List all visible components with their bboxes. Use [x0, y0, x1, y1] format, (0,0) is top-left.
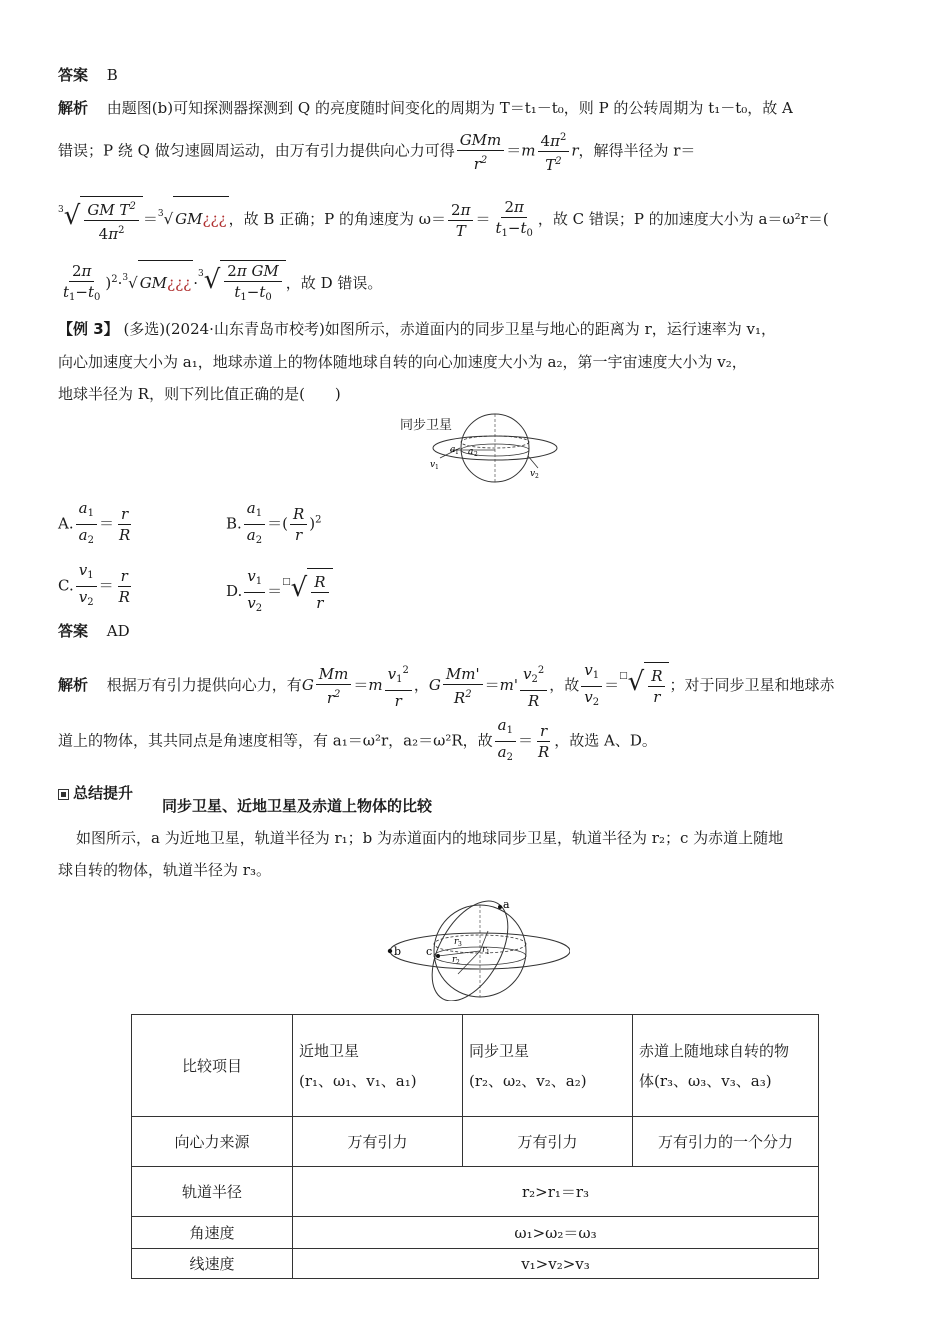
table-row: [132, 1015, 819, 1117]
svg-text:v: v: [430, 460, 436, 470]
analysis-text: ，故 D 错误。: [285, 274, 383, 292]
summary-header: [58, 782, 133, 803]
table-row: [132, 1167, 819, 1217]
summary-title: 同步卫星、近地卫星及赤道上物体的比较: [162, 797, 433, 815]
analysis-label: 解析: [58, 676, 89, 694]
formula-gmt2-4pi2: $\frac{GM T^2}{4\pi^2}$: [84, 197, 139, 244]
table-header-cell: 赤道上随地球自转的物 体(r₃、ω₃、v₃、a₃): [633, 1015, 819, 1117]
option-d-label: D.: [226, 582, 243, 600]
table-cell: 轨道半径: [132, 1167, 293, 1217]
analysis-text: ，故 B 正确；P 的角速度为 ω＝: [228, 210, 447, 228]
analysis-line-2: 错误；P 绕 Q 做匀速圆周运动，由万有引力提供向心力可得 $\frac{\text{GMm}}{r^2}$ ＝m $\frac{4\pi^2}{T^2}$ r，解得半径为 r＝: [58, 128, 695, 175]
figure-three-orbits: [380, 886, 570, 1001]
table-cell: r₂>r₁＝r₃: [293, 1167, 819, 1217]
table-cell: 万有引力: [463, 1117, 633, 1167]
analysis-line-3: $^3$√ $\frac{GM T^2}{4\pi^2}$ ＝$^3$√ GM¿¿¿ ，故 B 正确；P 的角速度为 ω＝ $\frac{2\pi}{T}$ ＝ $\frac{2\pi}{t_1-t_0}$ ，故 C 错误；P 的加速度大小为 a＝ω²r＝(: [58, 197, 829, 243]
table-header-cell: 比较项目: [132, 1015, 293, 1117]
option-a: A. $\frac{a_1}{a_2}$ ＝ $\frac{r}{R}$: [58, 499, 131, 546]
example-line-2: 向心加速度大小为 a₁，地球赤道上的物体随地球自转的向心加速度大小为 a₂，第一宇宙速度大小为 v₂，: [58, 353, 747, 371]
analysis-text: 道上的物体，其共同点是角速度相等，有 a₁＝ω²r，a₂＝ω²R，故: [58, 731, 493, 750]
option-d: D. $\frac{v_1}{v_2}$ ＝□√ $\frac{R}{r}$: [226, 560, 333, 619]
answer-label: 答案: [58, 622, 89, 640]
option-b-label: B.: [226, 514, 242, 533]
svg-text:r: r: [482, 945, 487, 955]
option-c: C. $\frac{v_1}{v_2}$ ＝ $\frac{r}{R}$: [58, 561, 130, 608]
table-row: [132, 1217, 819, 1249]
analysis-line-1: [58, 97, 793, 118]
analysis-text: ，解得半径为 r＝: [578, 141, 696, 160]
svg-text:1: 1: [486, 949, 490, 956]
example-text: (多选)(2024·山东青岛市校考)如图所示，赤道面内的同步卫星与地心的距离为 r，运行速率为 v₁，: [123, 320, 777, 338]
example-line-3: 地球半径为 R，则下列比值正确的是( ): [58, 385, 341, 403]
svg-text:2: 2: [456, 959, 460, 966]
formula-gmm-r2: $\frac{\text{GMm}}{r^2}$: [457, 130, 505, 174]
analysis-text: 根据万有引力提供向心力，有: [106, 676, 302, 694]
garbled-text: ¿¿¿: [167, 274, 192, 292]
formula-4pi2-t2: $\frac{4\pi^2}{T^2}$: [538, 128, 570, 175]
table-row: [132, 1117, 819, 1167]
analysis2-line-1: 解析 根据万有引力提供向心力，有G $\frac{Mm}{r^2}$ ＝m $\frac{v_1^2}{r}$ ，G $\frac{Mm'}{R^2}$ ＝m' $\frac{v_2^2}{R}$ ，故 $\frac{v_1}{v_2}$ ＝□√ $\frac{R}{r}$ ；对于同步卫星和地球赤: [58, 660, 835, 710]
table-header-cell: 近地卫星 (r₁、ω₁、v₁、a₁): [293, 1015, 463, 1117]
analysis-label: 解析: [58, 99, 89, 117]
table-header-cell: 同步卫星 (r₂、ω₂、v₂、a₂): [463, 1015, 633, 1117]
svg-text:a: a: [450, 445, 456, 455]
answer-label: 答案: [58, 66, 89, 84]
answer-line-1: [58, 64, 118, 85]
analysis-line-4: $\frac{2\pi}{t_1-t_0}$ )$^2$·$^3$√ GM¿¿¿ ·$^3$√ $\frac{\text{2π GM}}{t_1-t_0}$ ，故 D 错误。: [58, 252, 382, 308]
summary-label: 总结提升: [73, 784, 134, 802]
svg-text:v: v: [530, 469, 536, 479]
option-b: B. $\frac{a_1}{a_2}$ ＝( $\frac{R}{r}$ )$^2$: [226, 499, 322, 546]
svg-text:2: 2: [535, 473, 539, 480]
svg-text:1: 1: [455, 449, 459, 456]
svg-text:b: b: [394, 945, 402, 958]
figure-svg-2: [380, 886, 570, 1001]
analysis-text: ，故选 A、D。: [554, 731, 657, 750]
svg-text:a: a: [468, 447, 474, 457]
answer-value: AD: [106, 622, 130, 640]
svg-text:1: 1: [435, 464, 439, 471]
svg-text:r: r: [454, 937, 459, 947]
table-cell: 角速度: [132, 1217, 293, 1249]
svg-text:2: 2: [474, 451, 478, 458]
svg-text:c: c: [426, 945, 433, 958]
formula-2pi-t: $\frac{2\pi}{T}$: [448, 200, 473, 241]
table-cell: 万有引力: [293, 1117, 463, 1167]
analysis-text: ，故 C 错误；P 的加速度大小为 a＝ω²r＝(: [537, 210, 829, 228]
summary-para-2: 球自转的物体，轨道半径为 r₃。: [58, 861, 271, 879]
figure-sync-satellite: [400, 410, 570, 485]
example-label: 【例 3】: [58, 320, 119, 338]
answer-line-2: [58, 620, 130, 641]
example-line-1: [58, 318, 776, 339]
table-cell: v₁>v₂>v₃: [293, 1249, 819, 1279]
formula-2pi-t1-t0: $\frac{2\pi}{t_1-t_0}$: [63, 261, 101, 303]
summary-box-icon: [58, 789, 69, 800]
option-c-label: C.: [58, 576, 74, 595]
table-cell: 万有引力的一个分力: [633, 1117, 819, 1167]
table-cell: 线速度: [132, 1249, 293, 1279]
comparison-table: [131, 1014, 819, 1279]
analysis-text: 错误；P 绕 Q 做匀速圆周运动，由万有引力提供向心力可得: [58, 141, 455, 160]
figure-label: 同步卫星: [400, 418, 453, 433]
analysis-text: ；对于同步卫星和地球赤: [669, 676, 835, 694]
analysis2-line-2: 道上的物体，其共同点是角速度相等，有 a₁＝ω²r，a₂＝ω²R，故 $\frac{a_1}{a_2}$ ＝ $\frac{r}{R}$ ，故选 A、D。: [58, 716, 657, 763]
svg-text:3: 3: [458, 941, 462, 948]
table-cell: 向心力来源: [132, 1117, 293, 1167]
formula-2pi-t1-t0: $\frac{2\pi}{t_1-t_0}$: [495, 197, 533, 239]
table-cell: ω₁>ω₂＝ω₃: [293, 1217, 819, 1249]
formula-2pigm-t1-t0: $\frac{\text{2π GM}}{t_1-t_0}$: [224, 261, 282, 308]
analysis-text: 由题图(b)可知探测器探测到 Q 的亮度随时间变化的周期为 T＝t₁－t₀，则 P 的公转周期为 t₁－t₀，故 A: [106, 99, 793, 117]
svg-text:a: a: [503, 898, 510, 911]
table-row: [132, 1249, 819, 1279]
answer-value: B: [106, 66, 118, 84]
option-a-label: A.: [58, 514, 74, 533]
summary-para-1: 如图所示，a 为近地卫星，轨道半径为 r₁；b 为赤道面内的地球同步卫星，轨道半径为 r₂；c 为赤道上随地: [76, 829, 784, 847]
garbled-text: ¿¿¿: [202, 210, 227, 228]
svg-text:r: r: [452, 955, 457, 965]
